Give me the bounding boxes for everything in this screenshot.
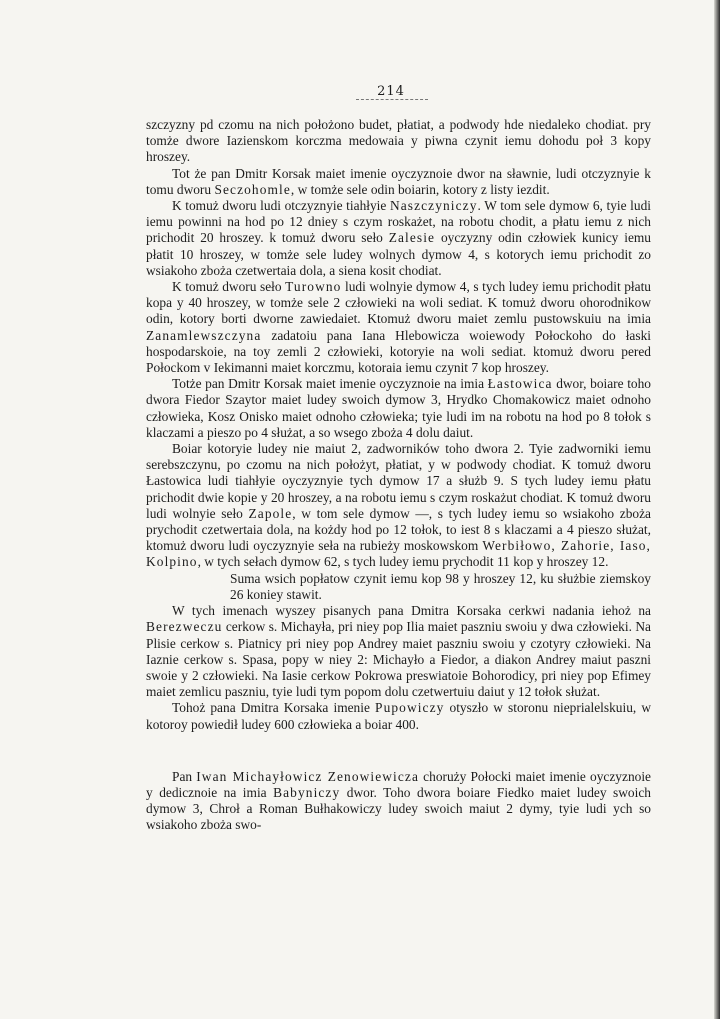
paragraph (146, 117, 651, 166)
text-run: , w tomże sele odin boiarin, kotory z listy iezdit. (290, 181, 550, 197)
text-run: Pan (172, 768, 197, 784)
text-run: K tomuż dworu seło (172, 279, 286, 295)
paragraph (146, 279, 651, 376)
text-run: , w tom sele dymow —, s tych ludey iemu so wsiakoho zboża prychodit czetwertaia dola, na kożdy hod po 12 tołok, to iest 8 s klaczami a 4 pieszo służat, ktomuż dworu ludi oyczyznyie seła na rubieży moskowskom (146, 505, 651, 554)
spaced-name: Łastowica (487, 376, 553, 392)
spaced-name: Pupowiczy (375, 700, 445, 716)
text-run: Suma wsich popłatow czynit iemu kop 98 y hroszey 12, ku służbie ziemskoy 26 koniey stawit. (230, 570, 651, 602)
spaced-name: Zalesie (388, 230, 436, 246)
paragraph (146, 769, 651, 834)
text-run: Tot że pan Dmitr Korsak maiet imenie oyczyznoie dwor na sławnie, ludi otczyznyie k tomu dworu (146, 165, 651, 197)
text-body (146, 117, 651, 834)
text-run: oyczyzny odin człowiek kunicy iemu płatit 10 hroszey, w tomże sele ludey wolnych dymow 4, s kotorych iemu prichodit zo wsiakoho zboża czetwertaia dola, a siena kosit chodiat. (146, 230, 651, 278)
paragraph (146, 198, 651, 279)
paragraph (146, 166, 651, 198)
text-run: Tohoż pana Dmitra Korsaka imenie (172, 700, 376, 716)
text-run: ludi wolnyie dymow 4, s tych ludey iemu prichodit płatu kopa y 40 hroszey, w tomże sele 2 człowieki na woli sediat. K tomuż dworu ohorodnikow odin, kotory borti dworne zawiedaiet. Ktomuż dworu maiet zemlu pustowskuiu na imia (146, 279, 651, 327)
text-run: , w tych sełach dymow 62, s tych ludey iemu prychodit 11 kop y hroszey 12. (197, 554, 609, 570)
paragraph (146, 376, 651, 441)
text-run: dwor. Toho dwora boiare Fiedko maiet ludey swoich dymow 3, Chroł a Roman Bułhakowiczy ludey swoich maiut 2 dymy, tyie ludi ych so wsiakoho zboża swo- (146, 784, 651, 833)
text-run: cerkow s. Michayła, pri niey pop Ilia maiet paszniu swoiu y dwa człowieki. Na Plisie cerkow s. Piatnicy pri niey pop Andrey maiet paszniu swoiu y czotyry człowieki. Na Iaznie cerkow s. Spasa, popy w niey 2: Michayło a Fiedor, a diakon Andrey maiut paszni swoie y 2 człowieki. Na Iasie cerkow Pokrowa preswiatoie Bohorodicy, pri niey pop Efimey maiet zemlicu paszniu, tyie ludi tym popom dolu czetwertuiu daiut y 12 tołok służat. (146, 619, 651, 700)
page-number: 214 (377, 84, 405, 99)
spaced-name: Seczohomle (214, 181, 291, 197)
paragraph (146, 571, 651, 603)
spaced-name: Iwan Michayłowicz Zenowiewicza (196, 768, 420, 784)
paragraph (146, 603, 651, 700)
spaced-name: Turowno (285, 279, 342, 295)
text-run: szczyzny pd czomu na nich położono budet, płatiat, a podwody hde niedaleko chodiat. pry tomże dwore Iazienskom korczma medowaia y piwna czynit iemu dohodu poł 3 kopy hroszey. (146, 117, 651, 165)
paragraph (146, 441, 651, 571)
text-run: Boiar kotoryie ludey nie maiut 2, zadworników toho dwora 2. Tyie zadworniki iemu serebszczynu, po czomu na nich położyt, płatiat, y w podwody chodiat. K tomuż dworu Łastowica ludi tiahłyie oyczyznyie tych dymow 17 a służb 9. S tych ludey iemu płatu prichodit dwie kopie y 20 hroszey, a na robotu iemu s czym roskażut chodiat. K tomuż dworu ludi wolnyie seło (146, 441, 651, 521)
text-run: W tych imenach wyszey pisanych pana Dmitra Korsaka cerkwi nadania iehoż na (172, 603, 651, 619)
spaced-name: Zapole (248, 505, 293, 521)
paragraph (146, 700, 651, 732)
spaced-name: Naszczyniczy (389, 198, 478, 214)
text-run: chorużу Połocki maiet imenie oyczyznoie y dedicznoie na imia (146, 768, 652, 800)
spaced-name: Berezweczu (146, 619, 223, 635)
text-run: K tomuż dworu ludi otczyznyie tiahłyie (172, 198, 390, 214)
text-run: Totże pan Dmitr Korsak maiet imenie oyczyznoie na imia (172, 376, 488, 392)
spaced-name: Werbiłowo, Zahorie, Iaso, Kolpino (146, 538, 651, 570)
text-run: zadatoiu pana Iana Hlebowicza woiewody Połockoho do łaski hospodarskoie, na toy zemli 2 człowieki, kotoryie na woli sediat. ktomuż dworu pered Połockom v Iekimanni maiet korczmu, kotoraia iemu czynit 7 kop hroszey. (146, 327, 651, 376)
spaced-name: Zanamlewszczyna (146, 327, 262, 343)
text-run: otyszło w storonu nieprialelskuiu, w kotoroy powiedił ludey 600 człowieka a boiar 400. (146, 700, 652, 732)
page-number-rule (356, 99, 428, 100)
scan-edge (714, 0, 720, 1019)
spaced-name: Babyniczy (273, 784, 341, 800)
text-run: . W tom sele dymow 6, tyie ludi iemu powinni na hod po 12 dniey s czym roskażet, na robotu chodit, a płatu iemu z nich prichodit 20 hroszey. k tomuż dworu seło (146, 198, 651, 246)
text-run: dwor, boiare toho dwora Fiedor Szaytor maiet ludey swoich dymow 3, Hrydko Chomakowicz maiet odnoho człowieka, Kosz Onisko maiet odnoho człowieka; tyie ludi im na robotu na hod po 8 tołok s klaczami a pieszo po 4 służat, a so wsego zboża 4 dolu daiut. (146, 376, 652, 440)
